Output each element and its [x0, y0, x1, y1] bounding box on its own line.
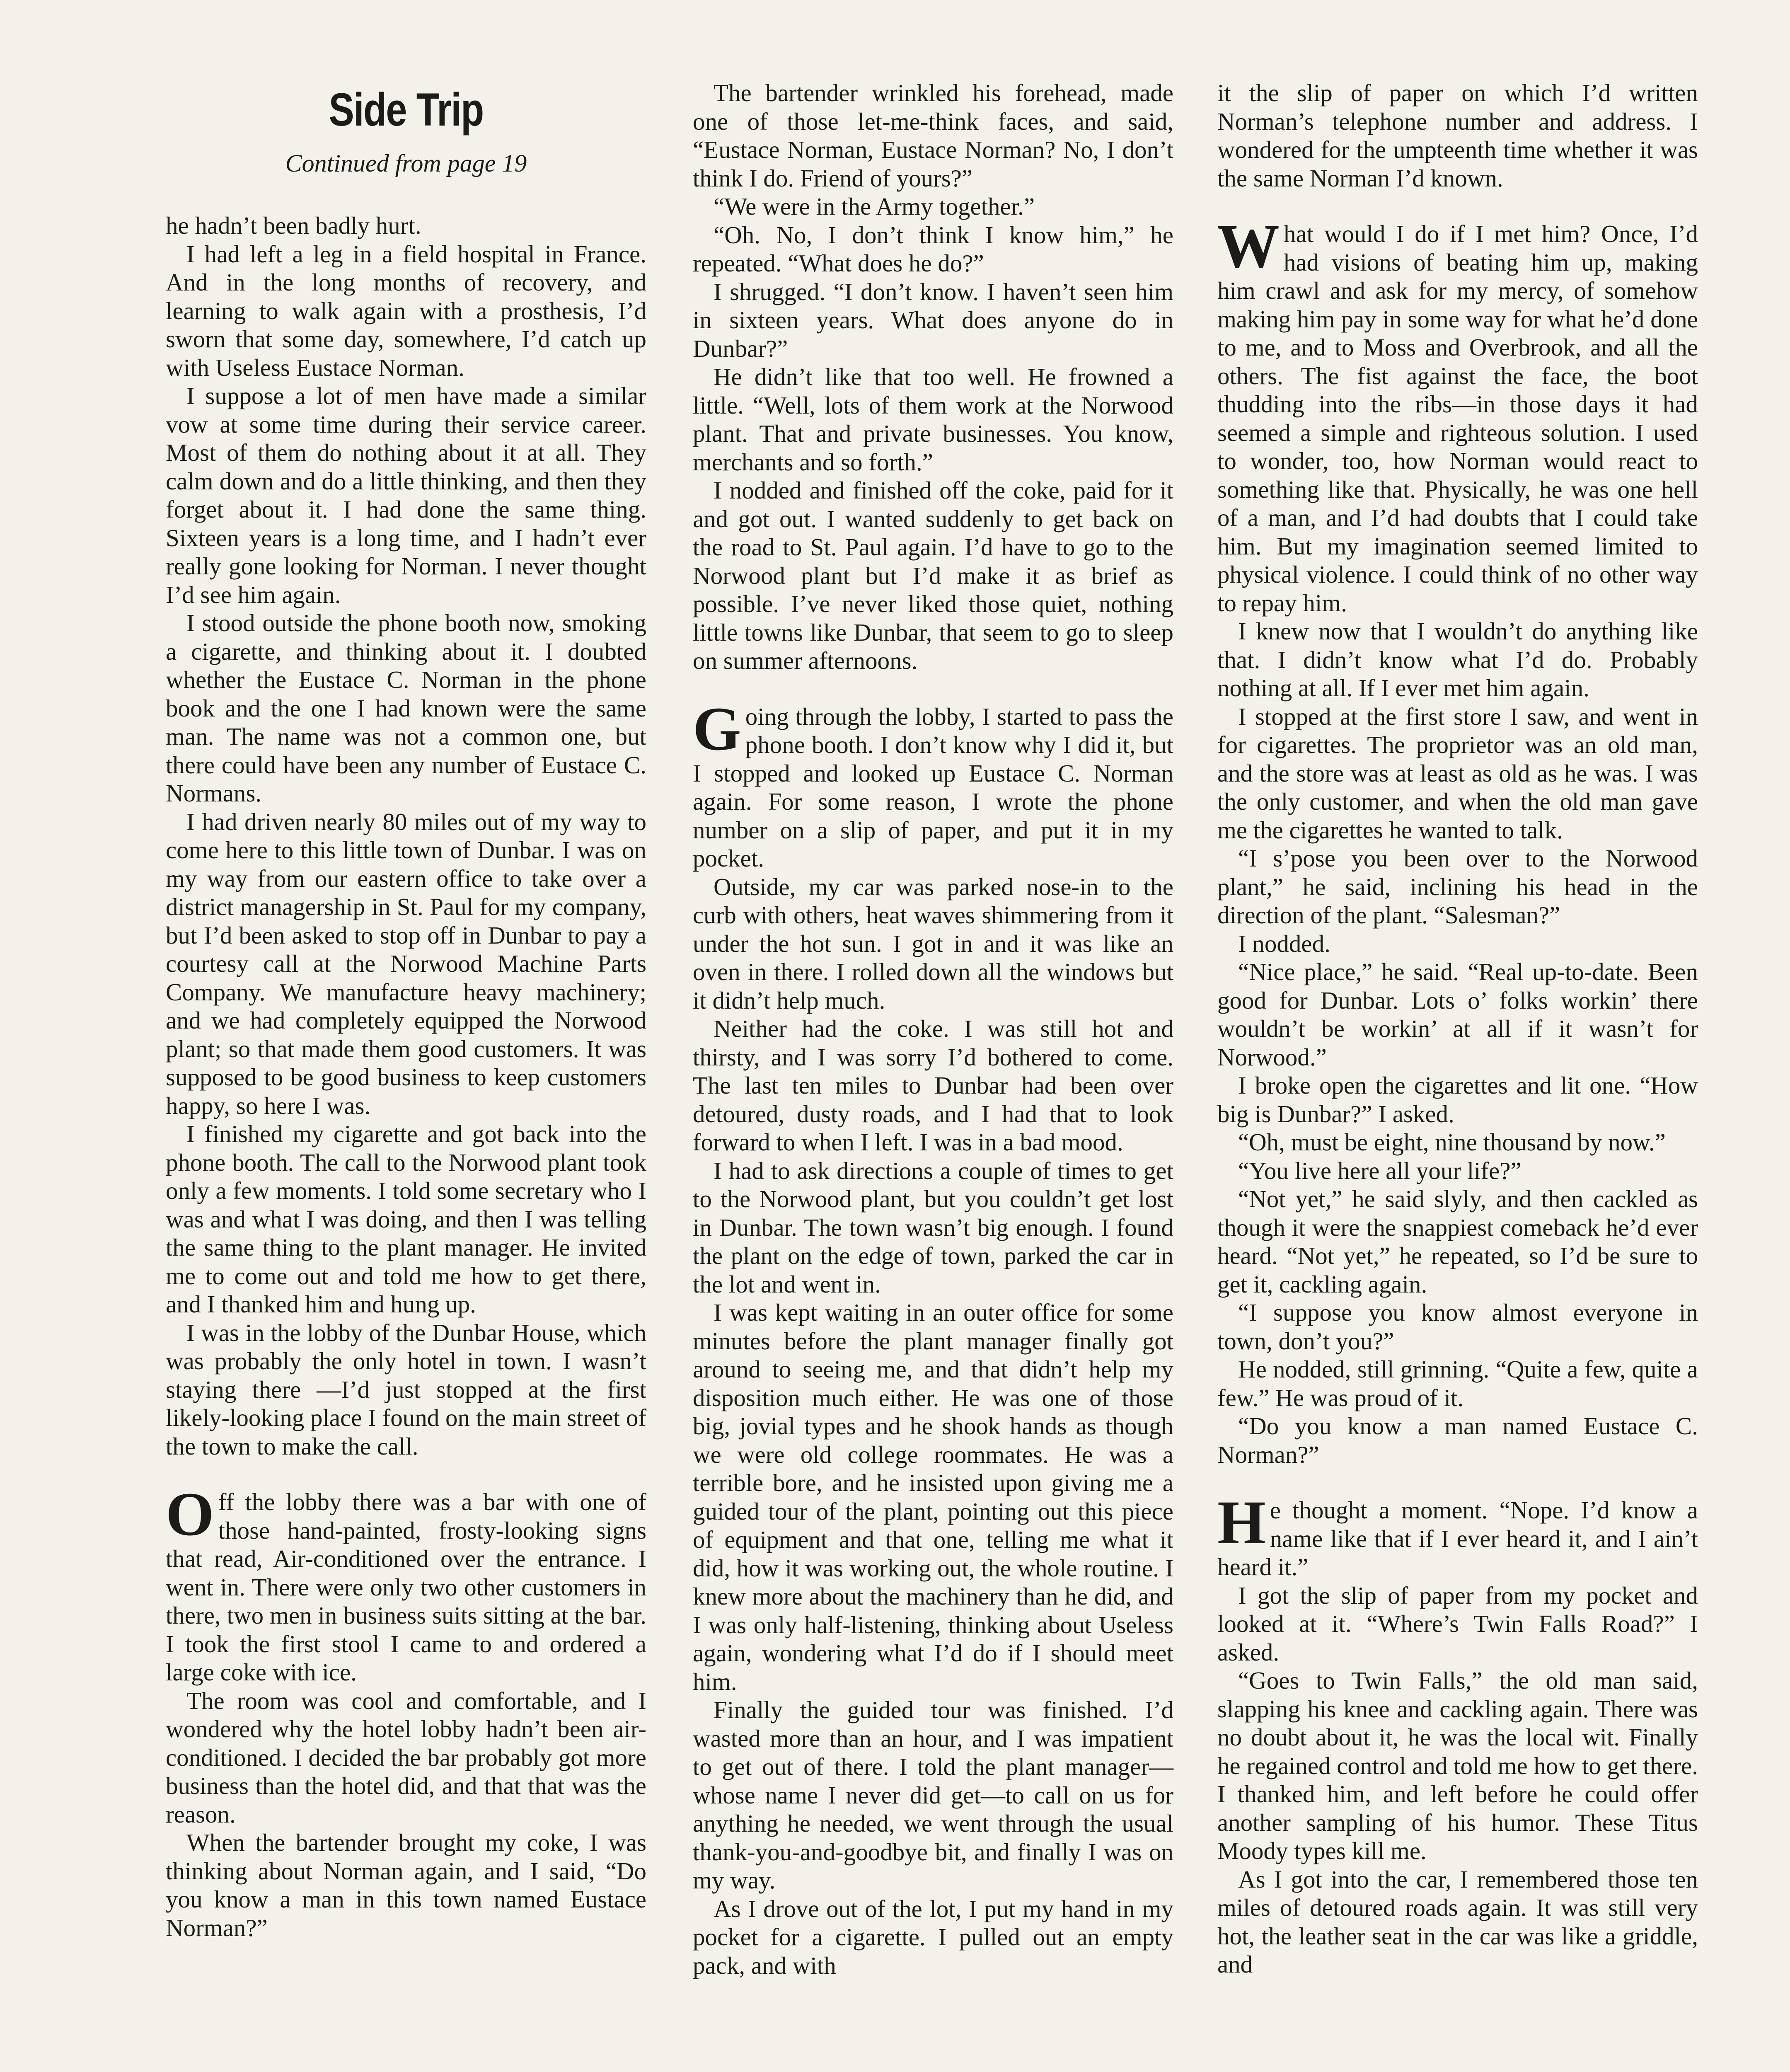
body-paragraph: As I drove out of the lot, I put my hand in my pocket for a cigarette. I pulled out an empty pack, and with [693, 1895, 1173, 1979]
column-1-body [166, 211, 646, 1942]
text-column-3 [1217, 79, 1698, 1979]
body-paragraph: I finished my cigarette and got back into the phone booth. The call to the Norwood plant took only a few moments. I told some secretary who I was and what I was doing, and then I was telling the same thing to the plant manager. He invited me to come out and told me how to get there, and I thanked him and hung up. [166, 1120, 646, 1318]
body-paragraph: I got the slip of paper from my pocket and looked at it. “Where’s Twin Falls Road?” I asked. [1217, 1581, 1698, 1666]
body-paragraph: “Not yet,” he said slyly, and then cackled as though it were the snappiest comeback he’d ever heard. “Not yet,” he repeated, so I’d be sure to get it, cackling again. [1217, 1185, 1698, 1298]
body-paragraph: Neither had the coke. I was still hot and thirsty, and I was sorry I’d bothered to come. The last ten miles to Dunbar had been over detoured, dusty roads, and I had that to look forward to when I left. I was in a bad mood. [693, 1015, 1173, 1156]
continued-note: Continued from page 19 [285, 150, 527, 177]
section-opening-paragraph: Off the lobby there was a bar with one of those hand-painted, frosty-looking signs that read, Air-conditioned over the entrance. I went in. There were only two other customers in there, two men in business suits sitting at the bar. I took the first stool I came to and ordered a large coke with ice. [166, 1480, 646, 1686]
body-paragraph: I nodded and finished off the coke, paid for it and got out. I wanted suddenly to get back on the road to St. Paul again. I’d have to go to the Norwood plant but I’d make it as brief as possible. I’ve never liked those quiet, nothing little towns like Dunbar, that seem to go to sleep on summer afternoons. [693, 477, 1173, 674]
body-paragraph: I shrugged. “I don’t know. I haven’t seen him in sixteen years. What does anyone do in Dunbar?” [693, 278, 1173, 362]
body-paragraph: I had driven nearly 80 miles out of my way to come here to this little town of Dunbar. I was on my way from our eastern office to take over a district managership in St. Paul for my company, but I’d been asked to stop off in Dunbar to pay a courtesy call at the Norwood Machine Parts Company. We manufacture heavy machinery; and we had completely equipped the Norwood plant; so that made them good customers. It was supposed to be good business to keep customers happy, so here I was. [166, 808, 646, 1119]
section-opening-paragraph: Going through the lobby, I started to pass the phone booth. I don’t know why I did it, but I stopped and looked up Eustace C. Norman again. For some reason, I wrote the phone number on a slip of paper, and put it in my pocket. [693, 694, 1173, 872]
body-paragraph: “You live here all your life?” [1238, 1157, 1522, 1184]
text-column-2 [693, 79, 1173, 1980]
body-paragraph: Outside, my car was parked nose-in to the curb with others, heat waves shimmering from it under the hot sun. I got in and it was like an oven in there. I rolled down all the windows but it didn’t help much. [693, 873, 1173, 1014]
body-paragraph: “I s’pose you been over to the Norwood plant,” he said, inclining his head in the direction of the plant. “Salesman?” [1217, 845, 1698, 929]
body-paragraph: When the bartender brought my coke, I was thinking about Norman again, and I said, “Do you know a man in this town named Eustace Norman?” [166, 1829, 646, 1941]
body-paragraph: He nodded, still grinning. “Quite a few, quite a few.” He was proud of it. [1217, 1356, 1698, 1411]
body-paragraph: “I suppose you know almost everyone in town, don’t you?” [1217, 1299, 1698, 1355]
body-paragraph: He didn’t like that too well. He frowned a little. “Well, lots of them work at the Norwood plant. That and private businesses. You know, merchants and so forth.” [693, 363, 1173, 476]
body-paragraph: “Oh. No, I don’t think I know him,” he repeated. “What does he do?” [693, 221, 1173, 277]
column-2-body [693, 79, 1173, 1980]
body-paragraph: I was in the lobby of the Dunbar House, which was probably the only hotel in town. I wasn’t staying there —I’d just stopped at the first likely-looking place I found on the main street of the town to make the call. [166, 1319, 647, 1460]
section-opening-paragraph: He thought a moment. “Nope. I’d know a name like that if I ever heard it, and I ain’t heard it.” [1217, 1488, 1698, 1581]
body-paragraph: I stopped at the first store I saw, and went in for cigarettes. The proprietor was an old man, and the store was at least as old as he was. I was the only customer, and when the old man gave me the cigarettes he wanted to talk. [1217, 702, 1698, 844]
body-paragraph: it the slip of paper on which I’d written Norman’s telephone number and address. I wondered for the umpteenth time whether it was the same Norman I’d known. [1217, 79, 1698, 192]
body-paragraph: The bartender wrinkled his forehead, made one of those let-me-think faces, and said, “Eustace Norman, Eustace Norman? No, I don’t think I do. Friend of yours?” [693, 79, 1173, 192]
section-opening-paragraph: What would I do if I met him? Once, I’d had visions of beating him up, making him crawl and ask for my mercy, of somehow making him pay in some way for what he’d done to me, and to Moss and Overbrook, and all the others. The fist against the face, the boot thudding into the ribs—in those days it had seemed a simple and righteous solution. I used to wonder, too, how Norman would react to something like that. Physically, he was one hell of a man, and I’d had doubts that I could take him. But my imagination seemed limited to physical violence. I could think of no other way to repay him. [1217, 212, 1698, 617]
column-3-body [1217, 79, 1698, 1979]
body-paragraph: As I got into the car, I remembered those ten miles of detoured roads again. It was still very hot, the leather seat in the car was like a griddle, and [1217, 1865, 1698, 1978]
body-paragraph: I had left a leg in a field hospital in France. And in the long months of recovery, and learning to walk again with a prosthesis, I’d sworn that some day, somewhere, I’d catch up with Useless Eustace Norman. [166, 240, 646, 381]
body-paragraph: I broke open the cigarettes and lit one. “How big is Dunbar?” I asked. [1217, 1072, 1698, 1128]
body-paragraph: I suppose a lot of men have made a similar vow at some time during their service career. Most of them do nothing about it at all. They calm down and do a little thinking, and then they forget about it. I had done the same thing. Sixteen years is a long time, and I hadn’t ever really gone looking for Norman. I never thought I’d see him again. [166, 382, 646, 608]
body-paragraph: “Do you know a man named Eustace C. Norman?” [1217, 1412, 1698, 1468]
text-column-1 [166, 79, 646, 1942]
body-paragraph: “Oh, must be eight, nine thousand by now.” [1238, 1128, 1666, 1156]
story-title: Side Trip [329, 84, 484, 136]
body-paragraph: he hadn’t been badly hurt. [166, 212, 421, 239]
body-paragraph: I stood outside the phone booth now, smoking a cigarette, and thinking about it. I doubted whether the Eustace C. Norman in the phone book and the one I had known were the same man. The name was not a common one, but there could have been any number of Eustace C. Normans. [166, 609, 646, 807]
body-paragraph: Finally the guided tour was finished. I’d wasted more than an hour, and I was impatient to get out of there. I told the plant manager—whose name I never did get—to call on us for anything he needed, we went through the usual thank-you-and-goodbye bit, and finally I was on my way. [693, 1696, 1173, 1894]
body-paragraph: I nodded. [1238, 929, 1330, 957]
story-header [166, 79, 646, 180]
body-paragraph: I had to ask directions a couple of times to get to the Norwood plant, but you couldn’t get lost in Dunbar. The town wasn’t big enough. I found the plant on the edge of town, parked the car in the lot and went in. [693, 1157, 1173, 1298]
body-paragraph: The room was cool and comfortable, and I wondered why the hotel lobby hadn’t been air-conditioned. I decided the bar probably got more business than the hotel did, and that that was the reason. [166, 1687, 646, 1828]
body-paragraph: “We were in the Army together.” [714, 193, 1035, 220]
body-paragraph: “Nice place,” he said. “Real up-to-date. Been good for Dunbar. Lots o’ folks workin’ there wouldn’t be workin’ at all if it wasn’t for Norwood.” [1217, 958, 1698, 1071]
body-paragraph: I knew now that I wouldn’t do anything like that. I didn’t know what I’d do. Probably nothing at all. If I ever met him again. [1217, 617, 1698, 702]
body-paragraph: I was kept waiting in an outer office for some minutes before the plant manager finally got around to seeing me, and that didn’t help my disposition much either. He was one of those big, jovial types and he shook hands as though we were old college roommates. He was a terrible bore, and he insisted upon giving me a guided tour of the plant, pointing out this piece of equipment and that one, telling me what it did, how it was working out, the whole routine. I knew more about the machinery than he did, and I was only half-listening, thinking about Useless again, wondering what I’d do if I should meet him. [693, 1299, 1173, 1695]
body-paragraph: “Goes to Twin Falls,” the old man said, slapping his knee and cackling again. There was no doubt about it, he was the local wit. Finally he regained control and told me how to get there. I thanked him, and left before he could offer another sampling of his humor. These Titus Moody types kill me. [1217, 1667, 1698, 1864]
